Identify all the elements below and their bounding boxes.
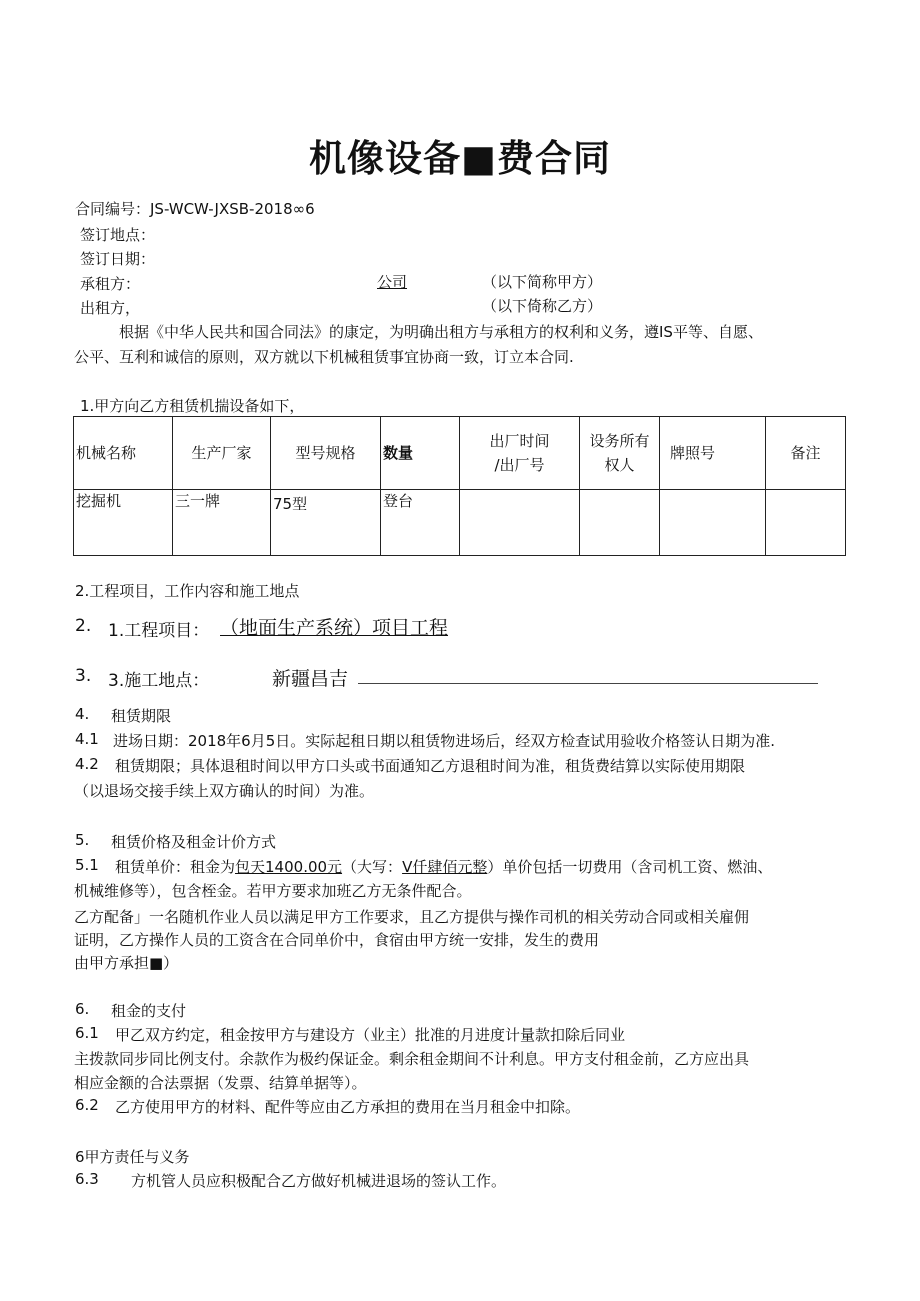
rent-price-uppercase-value: V仟肆佰元整 [402, 858, 488, 876]
table-header-line: 权人 [604, 456, 635, 474]
table-cell [580, 490, 660, 556]
equipment-table [73, 416, 846, 556]
clause-5-1-text [115, 856, 772, 877]
section1-heading: 1.甲方向乙方租赁机揣设备如下， [80, 397, 305, 415]
section5-title: 租赁价格及租金计价方式 [111, 833, 277, 851]
section5-number: 5. [75, 831, 90, 849]
clause-6-1-text-continued: 相应金额的合法票据（发票、结算单据等）。 [74, 1074, 367, 1092]
clause-6-3-number: 6.3 [75, 1170, 99, 1188]
construction-site-label: 3.施工地点： [108, 671, 210, 691]
table-header-cell: 机械名称 [74, 417, 173, 490]
rent-price-label: 租赁单价：租金为 [115, 858, 236, 876]
table-header-cell: 数量 [381, 417, 460, 490]
clause-4-1-text: 进场日期：2018年6月5日。实际起租日期以租赁物进场后，经双方检查试用验收介格签认日期为准. [113, 732, 776, 750]
rent-price-value: 包天1400.00元 [235, 858, 343, 876]
operator-paragraph-line3: 由甲方承担■） [74, 954, 179, 972]
clause-6-1-number: 6.1 [75, 1024, 99, 1042]
table-header-cell: 备注 [766, 417, 846, 490]
operator-paragraph-line2: 证明，乙方操作人员的工资含在合同单价中，食宿由甲方统一安排，发生的费用 [74, 931, 600, 949]
clause-6-1-text-continued: 主拨款同步同比例支付。余款作为极约保证金。剩余租金期间不计利息。甲方支付租金前，乙方应出具 [74, 1050, 750, 1068]
clause-6-2-text: 乙方使用甲方的材料、配件等应由乙方承担的费用在当月租金中扣除。 [115, 1098, 581, 1116]
section7-heading: 6甲方责任与义务 [75, 1148, 190, 1166]
table-cell: 三一牌 [173, 490, 271, 556]
clause-4-2-number: 4.2 [75, 755, 99, 773]
lessee-company: 公司 [377, 273, 408, 291]
table-cell [766, 490, 846, 556]
clause-4-2-text: 租赁期限；具体退租时间以甲方口头或书面通知乙方退租时间为准，租货费结算以实际使用期限 [115, 757, 746, 775]
site-underline [358, 683, 818, 684]
clause-5-1-number: 5.1 [75, 856, 99, 874]
table-header-line: 设务所有 [589, 432, 650, 450]
intro-paragraph-line1: 根据《中华人民共和国合同法》的康定，为明确出租方与承租方的权利和义务，遵IS平等、自愿、 [119, 323, 763, 341]
section6-number: 6. [75, 1000, 90, 1018]
clause-6-1-text: 甲乙双方约定，租金按甲方与建设方（业主）批准的月进度计量款扣除后同业 [115, 1026, 626, 1044]
contract-title: 机像设备■费合同 [309, 137, 611, 180]
table-header-line: /出厂号 [494, 456, 545, 474]
clause-6-3-text: 方机管人员应积极配合乙方做好机械进退场的签认工作。 [131, 1172, 507, 1190]
contract-number: 合同编号：JS-WCW-JXSB-2018∞6 [75, 200, 315, 218]
table-cell: 登台 [381, 490, 460, 556]
table-cell [660, 490, 766, 556]
lessor-label: 出租方， [80, 299, 141, 317]
section3-number: 3. [75, 666, 92, 686]
table-header-cell: 牌照号 [660, 417, 766, 490]
table-header-cell: 型号规格 [271, 417, 381, 490]
lessee-label: 承租方： [80, 275, 141, 293]
intro-paragraph-line2: 公平、互利和诚信的原则，双方就以下机械租赁事宜协商一致，订立本合同. [74, 348, 574, 366]
rent-price-uppercase-label: （大写： [342, 858, 403, 876]
clause-4-1-number: 4.1 [75, 730, 99, 748]
table-header-line: 出厂时间 [489, 432, 550, 450]
lessee-note: （以下简称甲方） [482, 273, 603, 291]
table-row [74, 490, 846, 556]
construction-site-value: 新疆昌吉 [272, 668, 349, 690]
table-cell [460, 490, 580, 556]
section2-heading: 2.工程项目，工作内容和施工地点 [75, 582, 300, 600]
section4-title: 租赁期限 [111, 707, 172, 725]
clause-6-2-number: 6.2 [75, 1096, 99, 1114]
clause-4-2-text-continued: （以退场交接手续上双方确认的时间）为准。 [74, 782, 375, 800]
table-header-cell [460, 417, 580, 490]
sign-place-label: 签订地点： [80, 226, 156, 244]
table-cell: 挖掘机 [74, 490, 173, 556]
table-header-row [74, 417, 846, 490]
table-header-cell [580, 417, 660, 490]
table-header-cell: 生产厂家 [173, 417, 271, 490]
lessor-note: （以下倚称乙方） [482, 297, 603, 315]
project-name: （地面生产系统）项目工程 [220, 617, 449, 639]
section4-number: 4. [75, 705, 90, 723]
section2-1-number: 2. [75, 616, 92, 636]
operator-paragraph-line1: 乙方配备」一名随机作业人员以满足甲方工作要求，且乙方提供与操作司机的相关劳动合同或相关雇佣 [74, 908, 750, 926]
section2-1-label: 1.工程项目： [108, 621, 210, 641]
clause-5-1-text-continued: 机械维修等），包含桎金。若甲方要求加班乙方无条件配合。 [74, 882, 472, 900]
rent-price-note: ）单价包括一切费用（含司机工资、燃油、 [487, 858, 773, 876]
sign-date-label: 签订日期： [80, 250, 156, 268]
table-cell: 75型 [271, 490, 381, 556]
section6-title: 租金的支付 [111, 1002, 187, 1020]
